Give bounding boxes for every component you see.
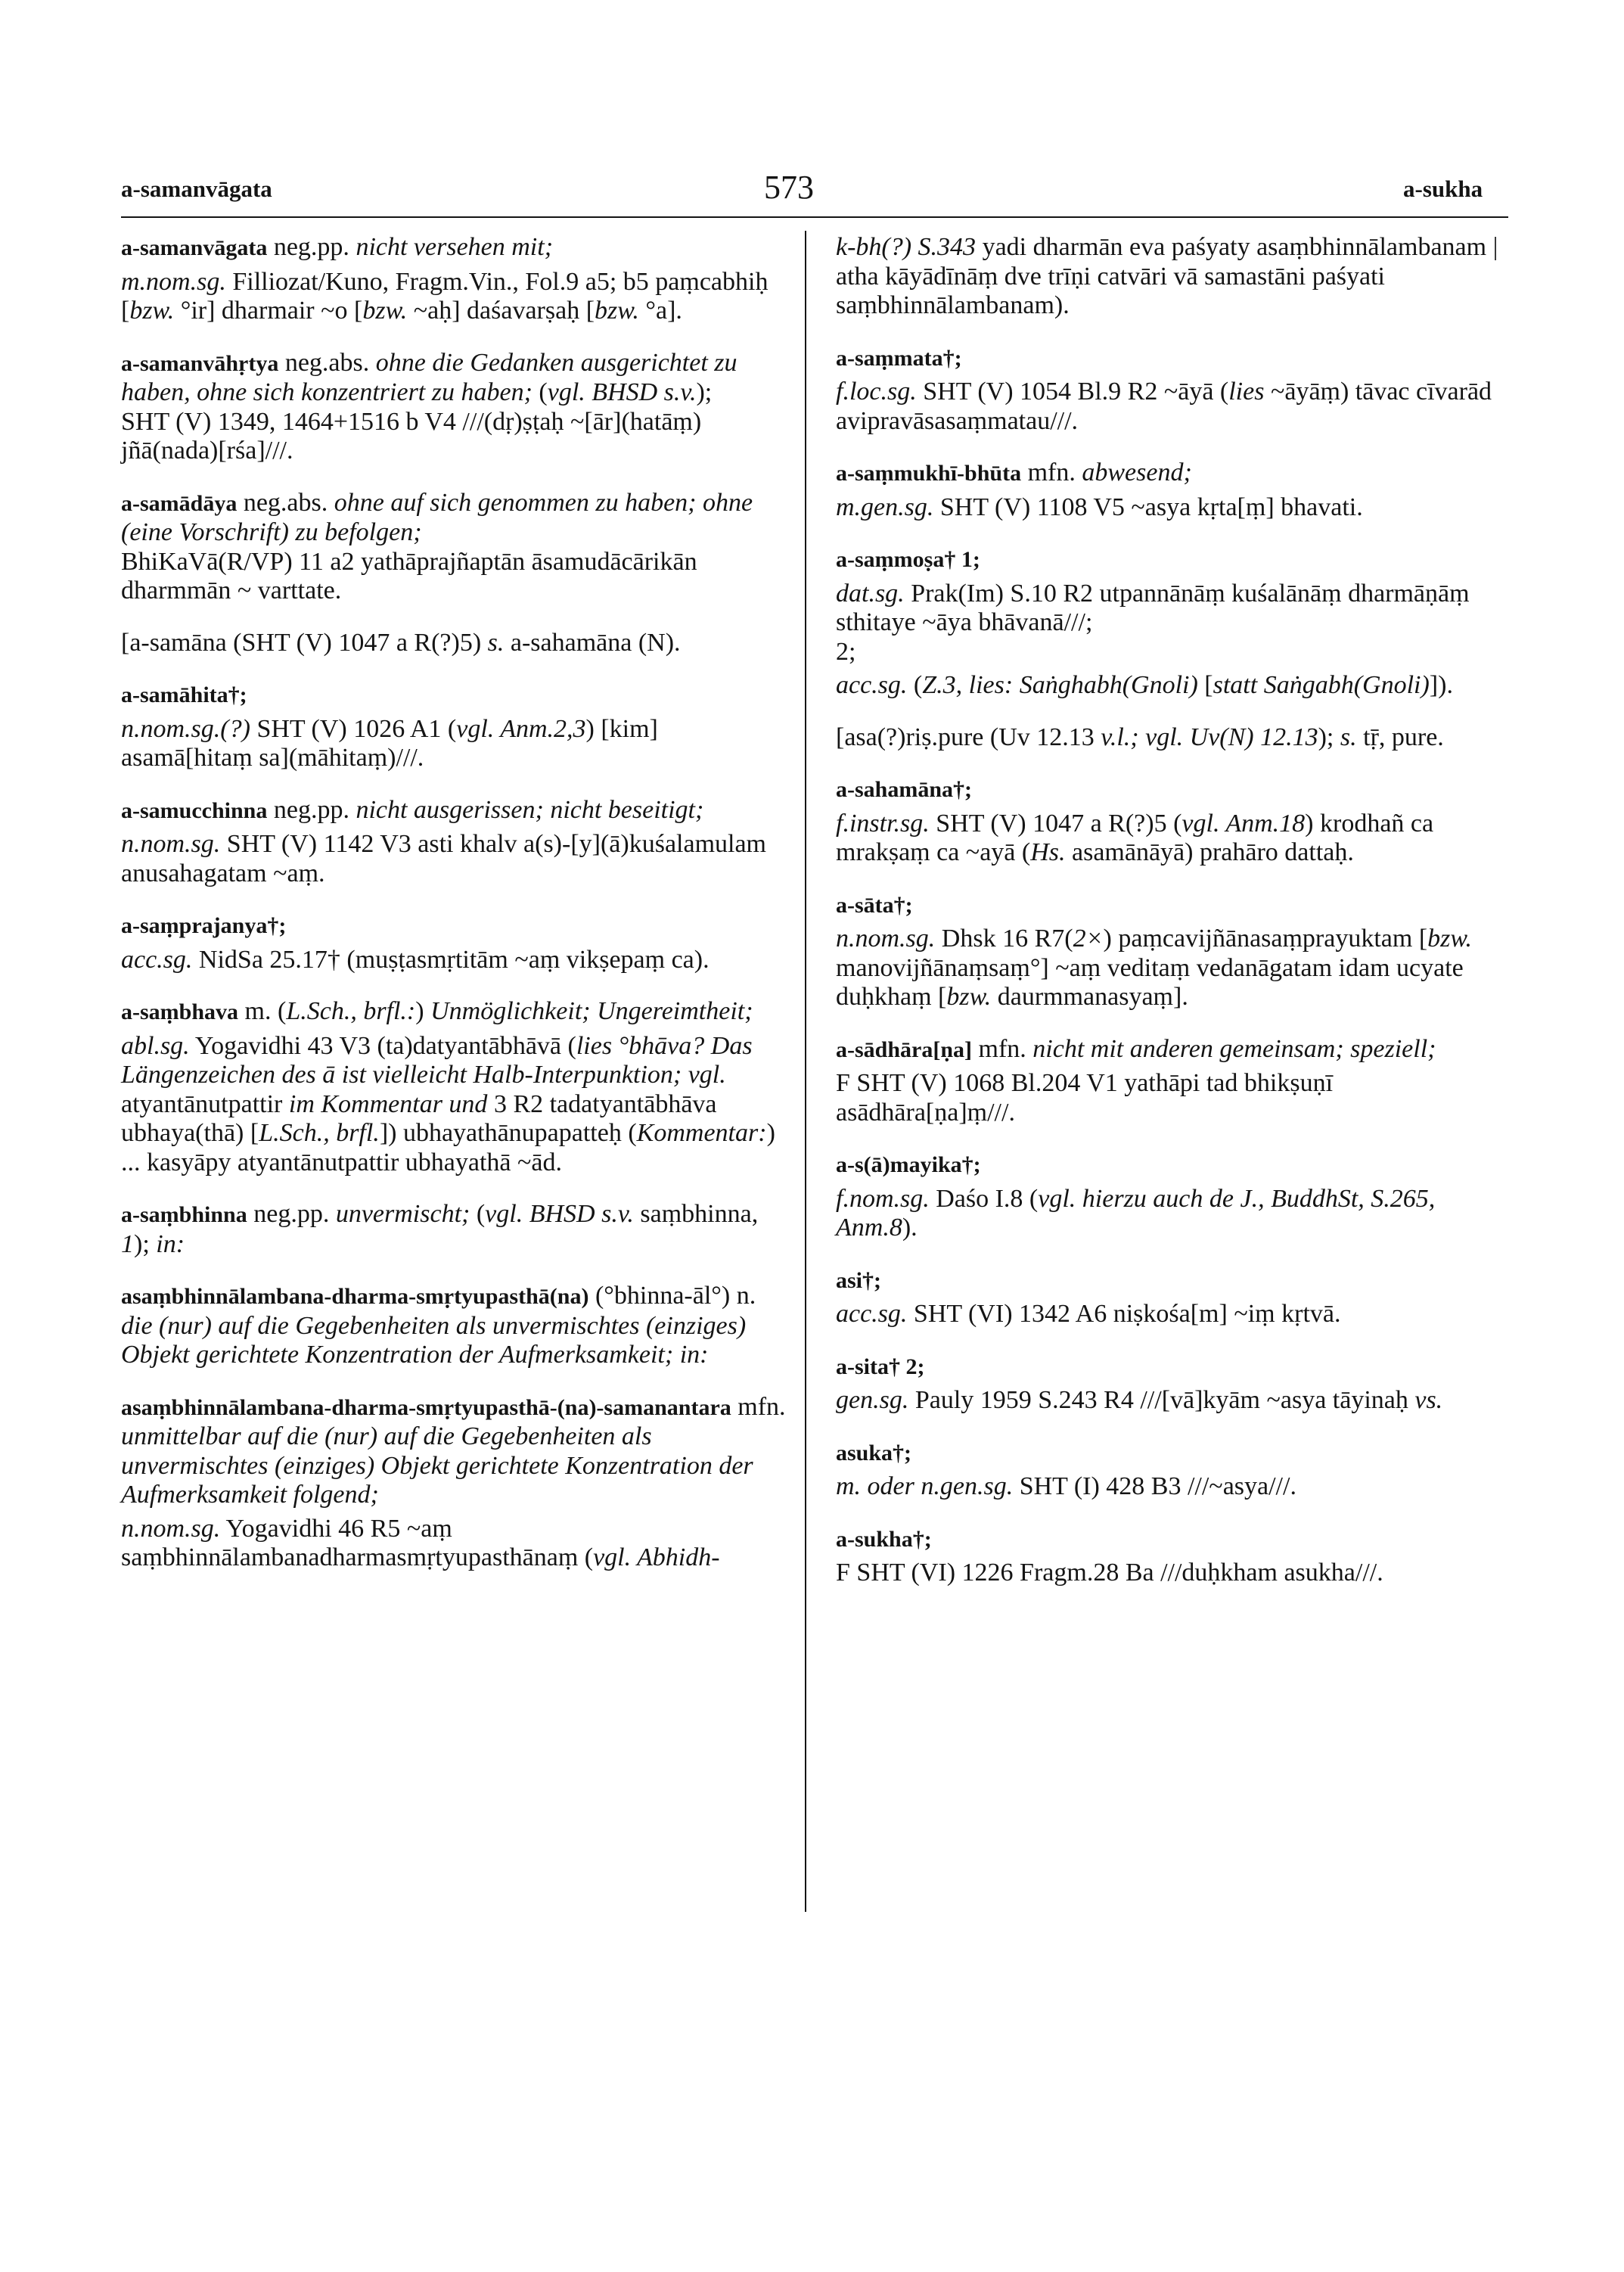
definition: ohne auf sich genommen zu haben; ohne (eine Vorschrift) zu befolgen; bbox=[121, 488, 753, 546]
definition: nicht ausgerissen; nicht beseitigt; bbox=[356, 795, 704, 824]
definition: die (nur) auf die Gegebenheiten als unvermischtes (einziges) Objekt gerichtete Konzentration der Aufmerksamkeit; bbox=[121, 1311, 747, 1369]
headword: a-samucchinna bbox=[121, 797, 268, 823]
left-column bbox=[121, 233, 787, 1573]
grammar: mfn. bbox=[731, 1392, 786, 1421]
grammar: (°bhinna-āl°) n. bbox=[588, 1282, 756, 1310]
grammar: mfn. bbox=[1021, 458, 1082, 486]
headword: asuka†; bbox=[836, 1440, 912, 1465]
headword: a-saṃmata†; bbox=[836, 345, 962, 371]
entry-a-sadharana bbox=[836, 1035, 1501, 1065]
headword: a-sāta†; bbox=[836, 892, 913, 918]
headword: asi†; bbox=[836, 1267, 881, 1293]
entry-a-samahita bbox=[121, 680, 787, 710]
definition: unmittelbar auf die (nur) auf die Gegebenheiten als unvermischtes (einziges) Objekt gerichtete Konzentration der Aufmerksamkeit folgend; bbox=[121, 1422, 753, 1509]
entry-a-sahamana bbox=[836, 775, 1501, 805]
headword: a-samanvāhṛtya bbox=[121, 350, 279, 376]
headword: asaṃbhinnālambana-dharma-smṛtyupasthā(na) bbox=[121, 1284, 589, 1309]
entry-asambhinnalambana-dharma: asaṃbhinnālambana-dharma-smṛtyupasthā(na) (°bhinna-āl°) n. die (nur) auf die Gegebenheiten als unvermischtes (einziges) Objekt gerichtete Konzentration der Aufmerksamkeit; in: bbox=[121, 1282, 756, 1369]
header-rule bbox=[121, 216, 1508, 218]
form-label: n.nom.sg. bbox=[836, 925, 936, 953]
definition: unvermischt; bbox=[335, 1200, 470, 1228]
citation: m. oder n.gen.sg. SHT (I) 428 B3 ///~asya///. bbox=[836, 1472, 1296, 1500]
headword: asaṃbhinnālambana-dharma-smṛtyupasthā-(na)-samanantara bbox=[121, 1394, 731, 1420]
headword: a-saṃbhinna bbox=[121, 1202, 247, 1227]
grammar: neg.pp. bbox=[267, 233, 356, 261]
definition: nicht mit anderen gemeinsam; speziell; bbox=[1032, 1034, 1436, 1063]
headword: a-saṃmukhī-bhūta bbox=[836, 461, 1022, 486]
form-label: dat.sg. bbox=[836, 579, 905, 608]
form-label: f.instr.sg. bbox=[836, 809, 930, 838]
headword: a-sahamāna†; bbox=[836, 777, 973, 802]
headword: a-sukha†; bbox=[836, 1526, 932, 1552]
form-label: n.nom.sg.(?) bbox=[121, 714, 250, 743]
grammar: neg.abs. bbox=[278, 348, 376, 377]
entry-a-sata bbox=[836, 890, 1501, 921]
entry-a-samprajanya bbox=[121, 911, 787, 941]
right-column bbox=[836, 233, 1501, 1588]
entry-a-sambhava: a-saṃbhava m. (L.Sch., brfl.:) Unmöglichkeit; Ungereimtheit; bbox=[121, 997, 753, 1025]
form-label: m. oder n.gen.sg. bbox=[836, 1472, 1014, 1500]
citation: n.nom.sg. Yogavidhi 46 R5 ~aṃ saṃbhinnālambanadharmasmṛtyupasthānaṃ (vgl. Abhidh- bbox=[121, 1514, 720, 1571]
entry-a-sita bbox=[836, 1352, 1501, 1382]
entry-a-sammata bbox=[836, 343, 1501, 374]
entry-a-samucchinna bbox=[121, 796, 787, 826]
citation-continuation: k-bh(?) S.343 yadi dharmān eva paśyaty asaṃbhinnālambanam | atha kāyādīnāṃ dve trīṇi catvāri vā samastāni paśyati saṃbhinnālambanam). bbox=[836, 233, 1498, 319]
grammar: mfn. bbox=[972, 1034, 1033, 1063]
entry-a-samayika bbox=[836, 1150, 1501, 1180]
entry-asuka bbox=[836, 1438, 1501, 1469]
citation: gen.sg. Pauly 1959 S.243 R4 ///[vā]kyām ~asya tāyinaḥ vs. bbox=[836, 1386, 1443, 1414]
entry-a-sammosa bbox=[836, 545, 1501, 575]
entry-a-samanvagata bbox=[121, 233, 787, 263]
entry-a-sambhinna: a-saṃbhinna neg.pp. unvermischt; (vgl. BHSD s.v. saṃbhinna, 1); in: bbox=[121, 1200, 759, 1258]
entry-asi bbox=[836, 1266, 1501, 1296]
citation: f.loc.sg. SHT (V) 1054 Bl.9 R2 ~āyā (lies ~āyāṃ) tāvac cīvarād avipravāsasaṃmatau///. bbox=[836, 378, 1492, 435]
citation: n.nom.sg. Dhsk 16 R7(2×) paṃcavijñānasaṃprayuktam [bzw. manovijñānaṃsaṃ°] ~aṃ veditaṃ vedanāgatam idam ucyate duḥkhaṃ [bzw. daurmmanasyaṃ]. bbox=[836, 925, 1473, 1011]
citation: F SHT (V) 1068 Bl.204 V1 yathāpi tad bhikṣuṇī asādhāra[ṇa]ṃ///. bbox=[836, 1069, 1334, 1127]
definition: Unmöglichkeit; Ungereimtheit; bbox=[430, 997, 753, 1025]
citation: acc.sg. (Z.3, lies: Saṅghabh(Gnoli) [statt Saṅgabh(Gnoli)]). bbox=[836, 671, 1453, 699]
entry-asambhinnalambana-samanantara bbox=[121, 1393, 787, 1510]
sense-number: 2; bbox=[836, 637, 856, 666]
citation: m.nom.sg. Filliozat/Kuno, Fragm.Vin., Fol.9 a5; b5 paṃcabhiḥ [bzw. °ir] dharmair ~o [bzw. ~aḥ] daśavarṣaḥ [bzw. °a]. bbox=[121, 267, 769, 325]
headword: a-saṃmoṣa† 1; bbox=[836, 547, 980, 572]
citation: abl.sg. Yogavidhi 43 V3 (ta)datyantābhāvā (lies °bhāva? Das Längenzeichen des ā ist vielleicht Halb-Interpunktion; vgl. atyantānutpattir im Kommentar und 3 R2 tadatyantābhāva ubhaya(thā) [L.Sch., brfl.]) ubhayathānupapatteḥ (Kommentar:) ... kasyāpy atyantānutpattir ubhayathā ~ād. bbox=[121, 1031, 775, 1176]
running-head-left: a-samanvāgata bbox=[121, 176, 272, 202]
citation: f.nom.sg. Daśo I.8 (vgl. hierzu auch de J., BuddhSt, S.265, Anm.8). bbox=[836, 1184, 1436, 1242]
citation: n.nom.sg.(?) SHT (V) 1026 A1 (vgl. Anm.2,3) [kim] asamā[hitaṃ sa](māhitaṃ)///. bbox=[121, 714, 658, 772]
form-label: acc.sg. bbox=[121, 945, 193, 974]
entry-a-sammukhi-bhuta bbox=[836, 458, 1501, 489]
definition: abwesend; bbox=[1082, 458, 1192, 486]
running-head-right: a-sukha bbox=[1403, 176, 1483, 202]
definition: ohne die Gedanken ausgerichtet zu haben, ohne sich konzentriert zu haben; bbox=[121, 348, 737, 406]
citation: f.instr.sg. SHT (V) 1047 a R(?)5 (vgl. Anm.18) krodhañ ca mrakṣaṃ ca ~ayā (Hs. asamānāyā) prahāro dattaḥ. bbox=[836, 809, 1434, 866]
form-label: f.loc.sg. bbox=[836, 378, 917, 406]
citation: m.gen.sg. SHT (V) 1108 V5 ~asya kṛta[ṃ] bhavati. bbox=[836, 493, 1363, 521]
grammar: neg.pp. bbox=[247, 1200, 336, 1228]
headword: a-samādāya bbox=[121, 490, 238, 516]
entry-asa-ris-pure: [asa(?)riṣ.pure (Uv 12.13 v.l.; vgl. Uv(N) 12.13); s. tṝ, pure. bbox=[836, 723, 1444, 751]
headword: a-saṃbhava bbox=[121, 999, 239, 1024]
form-label: f.nom.sg. bbox=[836, 1184, 930, 1213]
form-label: abl.sg. bbox=[121, 1031, 190, 1060]
citation: SHT (V) 1349, 1464+1516 b V4 ///(dṛ)ṣṭaḥ ~[ār](hatāṃ) jñā(nada)[rśa]///. bbox=[121, 407, 702, 465]
form-label: n.nom.sg. bbox=[121, 1514, 221, 1543]
entry-a-samadaya bbox=[121, 489, 787, 548]
form-label: acc.sg. bbox=[836, 1300, 908, 1328]
entry-a-samana: [a-samāna (SHT (V) 1047 a R(?)5) s. a-sahamāna (N). bbox=[121, 628, 681, 657]
grammar: m. ( bbox=[238, 997, 287, 1025]
citation: dat.sg. Prak(Im) S.10 R2 utpannānāṃ kuśalānāṃ dharmāṇāṃ sthitaye ~āya bhāvanā///; bbox=[836, 579, 1470, 636]
citation: F SHT (VI) 1226 Fragm.28 Ba ///duḥkham asukha///. bbox=[836, 1559, 1383, 1587]
form-label: n.nom.sg. bbox=[121, 830, 221, 858]
entry-a-sukha bbox=[836, 1525, 1501, 1555]
page-number: 573 bbox=[764, 169, 814, 206]
citation: BhiKaVā(R/VP) 11 a2 yathāprajñaptān āsamudācārikān dharmmān ~ varttate. bbox=[121, 547, 697, 605]
page-header bbox=[0, 169, 1624, 218]
headword: a-samanvāgata bbox=[121, 235, 268, 260]
definition: nicht versehen mit; bbox=[356, 233, 554, 261]
entry-a-samanvahrtya: a-samanvāhṛtya neg.abs. ohne die Gedanken ausgerichtet zu haben, ohne sich konzentriert zu haben; (vgl. BHSD s.v.); bbox=[121, 348, 737, 406]
form-label: gen.sg. bbox=[836, 1386, 909, 1414]
headword: a-s(ā)mayika†; bbox=[836, 1152, 981, 1177]
headword: a-saṃprajanya†; bbox=[121, 913, 287, 938]
headword: a-samāhita†; bbox=[121, 682, 247, 707]
form-label: acc.sg. bbox=[836, 671, 908, 699]
citation: acc.sg. NidSa 25.17† (muṣṭasmṛtitām ~aṃ vikṣepaṃ ca). bbox=[121, 945, 710, 974]
column-divider bbox=[805, 231, 806, 1912]
grammar: neg.abs. bbox=[237, 488, 334, 517]
form-label: m.nom.sg. bbox=[121, 267, 226, 296]
citation: acc.sg. SHT (VI) 1342 A6 niṣkośa[m] ~iṃ kṛtvā. bbox=[836, 1300, 1341, 1328]
headword: a-sita† 2; bbox=[836, 1354, 925, 1379]
form-label: m.gen.sg. bbox=[836, 493, 934, 521]
citation: n.nom.sg. SHT (V) 1142 V3 asti khalv a(s)-[y](ā)kuśalamulam anusahagatam ~aṃ. bbox=[121, 830, 766, 887]
headword: a-sādhāra[ṇa] bbox=[836, 1037, 973, 1062]
grammar: neg.pp. bbox=[267, 795, 356, 824]
